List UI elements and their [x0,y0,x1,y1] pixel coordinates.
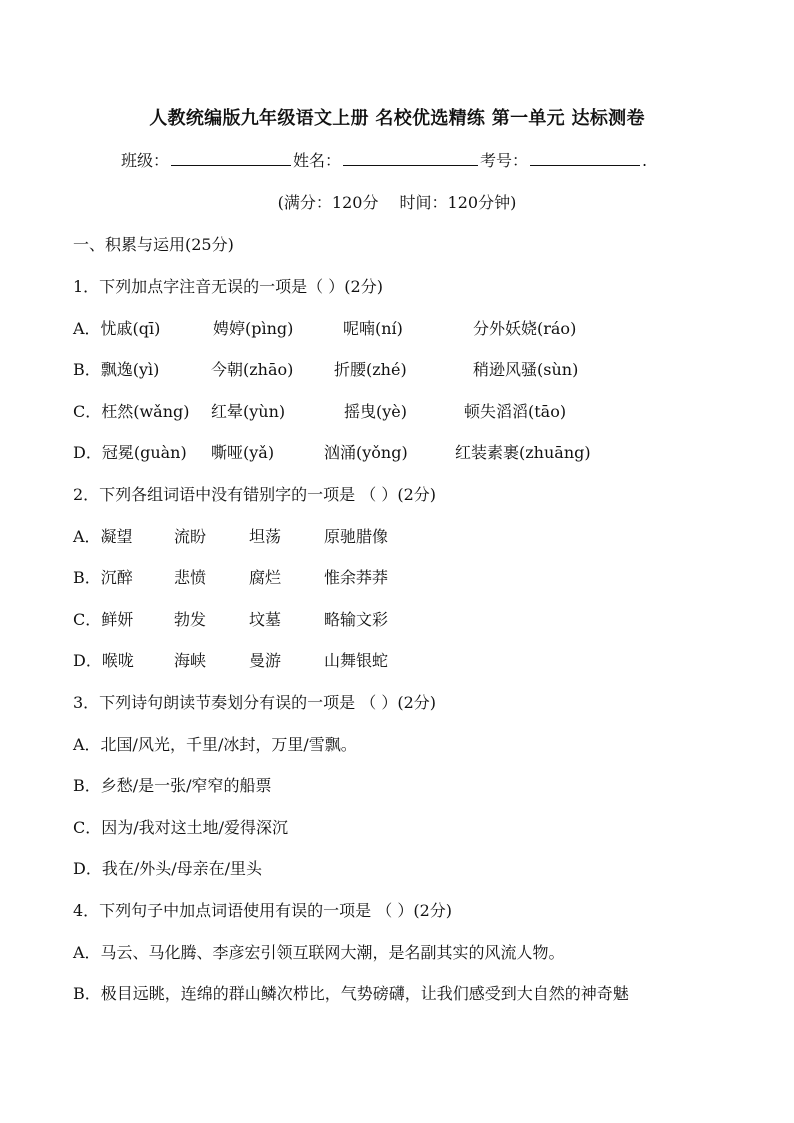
option-word: D．冠冕(guàn) [73,443,187,462]
name-blank[interactable] [343,149,478,166]
option-word: 娉婷(pìng) [213,319,294,338]
name-label: 姓名： [293,151,342,170]
option-word: A．忧戚(qī) [73,319,161,338]
option-line: C．因为/我对这土地/爱得深沉 [73,818,289,837]
option-row [73,648,753,672]
option-word: 分外妖娆(ráo) [473,319,577,338]
exam-no-label: 考号： [480,151,529,170]
option-word: 今朝(zhāo) [211,360,294,379]
question-stem: 3．下列诗句朗读节奏划分有误的一项是 （ ）(2分) [73,693,437,712]
option-word: 稍逊风骚(sùn) [473,360,579,379]
option-word: 悲愤 [174,568,207,587]
exam-title: 人教统编版九年级语文上册 名校优选精练 第一单元 达标测卷 [149,108,645,129]
option-word: 曼游 [249,651,282,670]
option-row [73,607,753,631]
option-word: 顿失滔滔(tāo) [464,402,567,421]
option-word: 摇曳(yè) [344,402,407,421]
option-word: 红晕(yùn) [211,402,286,421]
option-word: 勃发 [174,610,207,629]
option-word: A．凝望 [73,527,133,546]
option-row [73,399,753,423]
option-word: 汹涌(yǒng) [324,443,408,462]
exam-no-blank[interactable] [530,149,640,166]
option-line: B．乡愁/是一张/窄窄的船票 [73,776,272,795]
option-word: 原驰腊像 [324,527,389,546]
question-stem: 4．下列句子中加点词语使用有误的一项是 （ ）(2分) [73,901,453,920]
option-word: 坦荡 [249,527,282,546]
end-mark: . [642,151,648,170]
question-stem: 1．下列加点字注音无误的一项是（ ）(2分) [73,277,383,296]
score-time-line [0,190,794,213]
option-word: 折腰(zhé) [334,360,407,379]
option-word: 坟墓 [249,610,282,629]
section-heading: 一、积累与运用(25分) [73,235,234,254]
full-score: (满分：120分 [277,193,379,212]
option-word: D．喉咙 [73,651,134,670]
option-word: B．沉醉 [73,568,133,587]
option-word: 呢喃(ní) [343,319,403,338]
option-word: 红装素裹(zhuāng) [455,443,591,462]
option-word: C．枉然(wǎng) [73,402,190,421]
option-row [73,524,753,548]
exam-time: 时间：120分钟) [399,193,517,212]
question-stem: 2．下列各组词语中没有错别字的一项是 （ ）(2分) [73,485,437,504]
option-word: B．飘逸(yì) [73,360,160,379]
option-line: D．我在/外头/母亲在/里头 [73,859,263,878]
option-row [73,316,753,340]
option-line: A．北国/风光，千里/冰封，万里/雪飘。 [73,735,357,754]
class-blank[interactable] [171,149,291,166]
student-info-line [121,148,647,171]
option-line: A．马云、马化腾、李彦宏引领互联网大潮，是名副其实的风流人物。 [73,943,565,962]
option-word: 腐烂 [249,568,282,587]
class-label: 班级： [121,151,170,170]
option-word: C．鲜妍 [73,610,134,629]
option-word: 海峡 [174,651,207,670]
option-word: 嘶哑(yǎ) [211,443,275,462]
option-row [73,565,753,589]
option-line: B．极目远眺，连绵的群山鳞次栉比，气势磅礴，让我们感受到大自然的神奇魅 [73,984,629,1003]
option-word: 流盼 [174,527,207,546]
option-row [73,357,753,381]
option-word: 略输文彩 [324,610,389,629]
option-row [73,440,753,464]
option-word: 惟余莽莽 [324,568,389,587]
option-word: 山舞银蛇 [324,651,389,670]
